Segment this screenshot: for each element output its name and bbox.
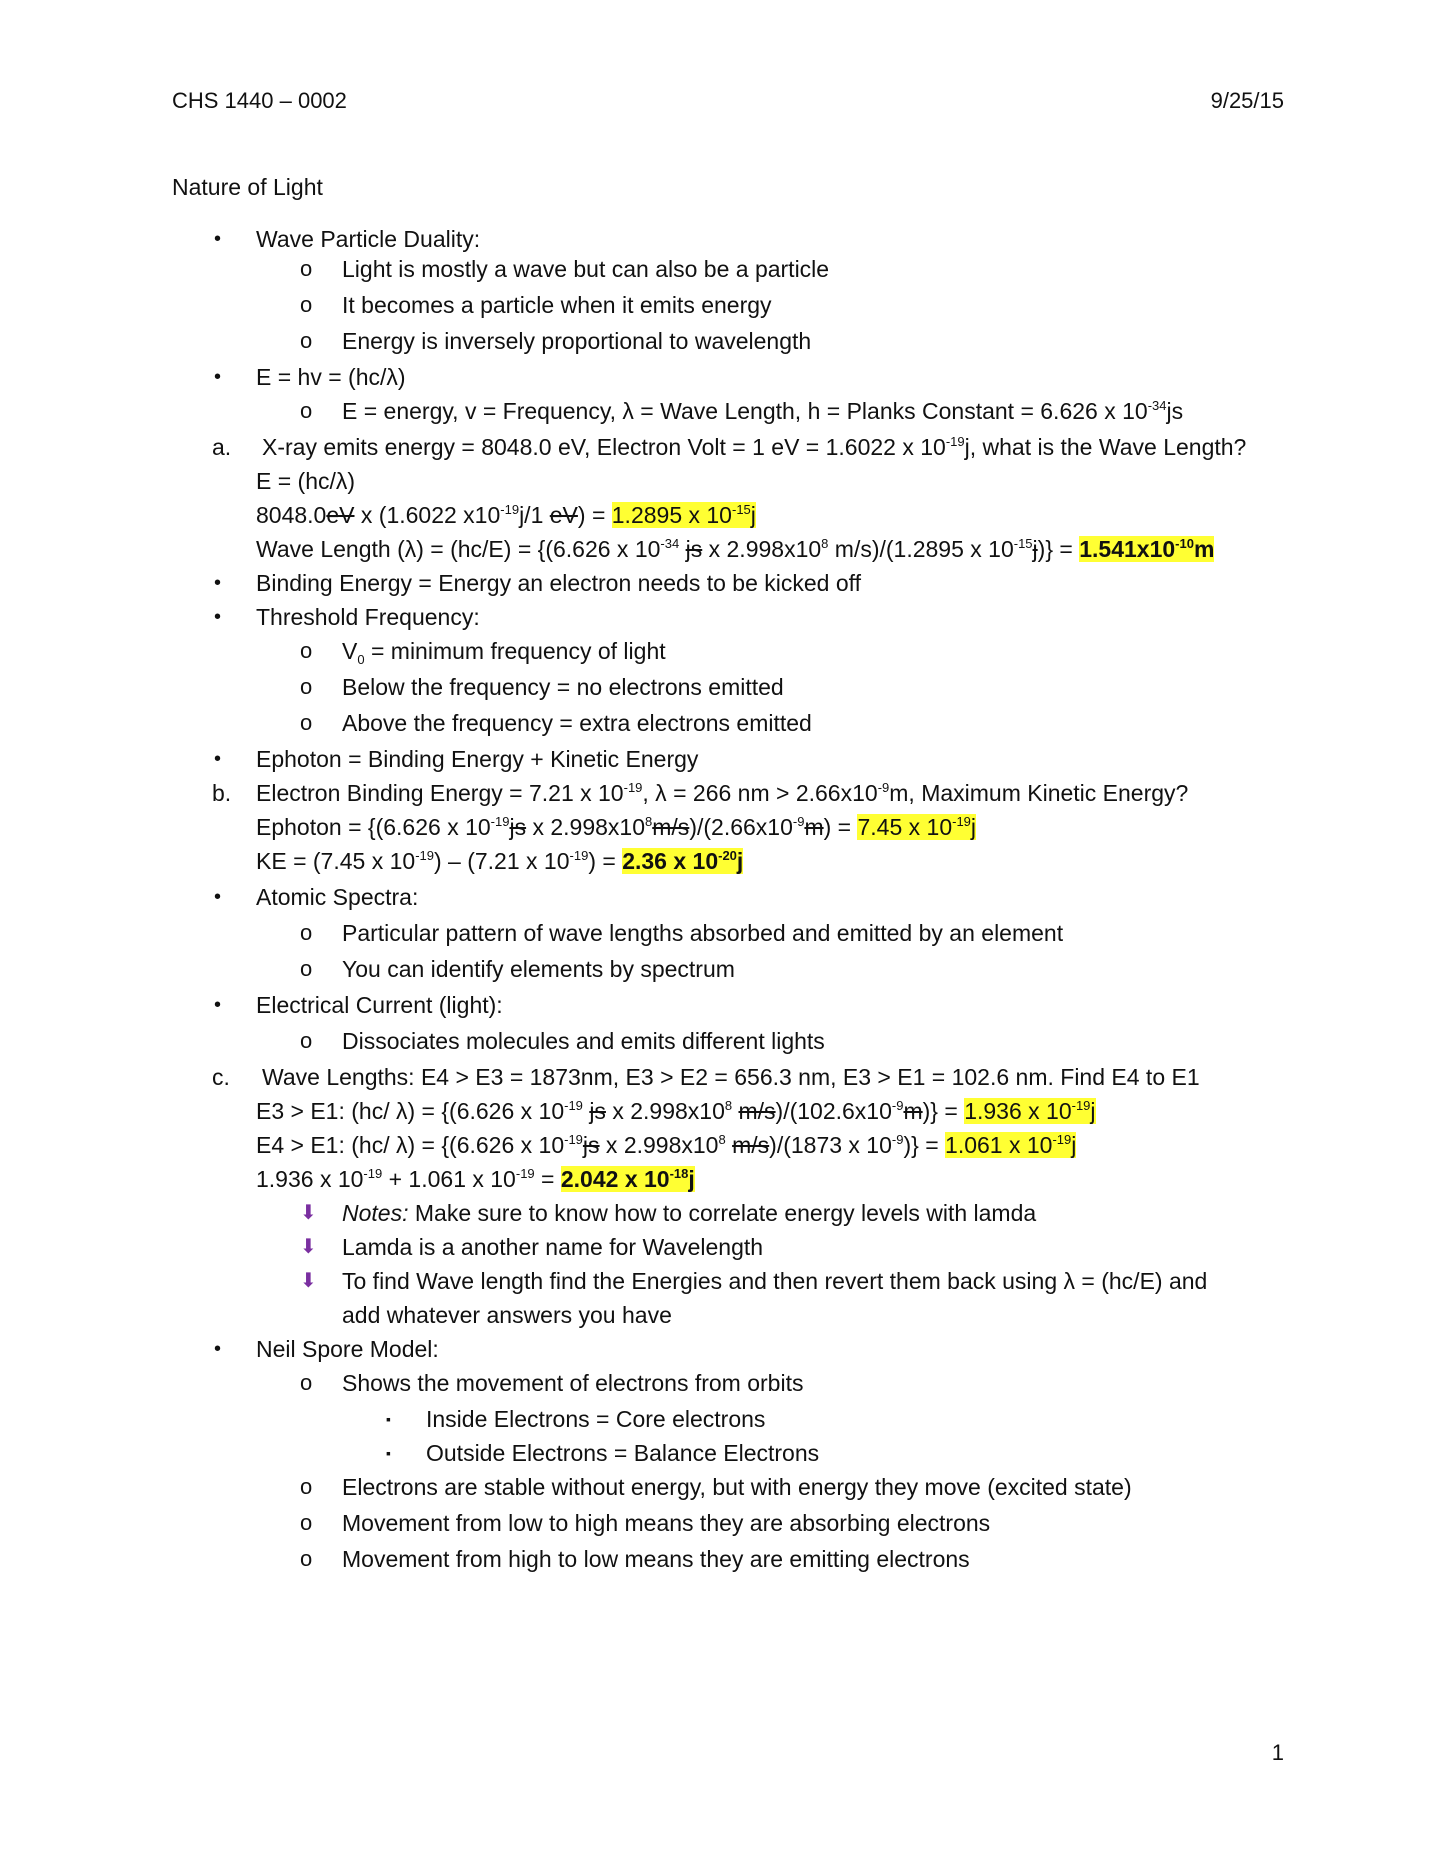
square-marker: ▪	[386, 1411, 391, 1427]
item-text: Particular pattern of wave lengths absorbed and emitted by an element	[342, 920, 1064, 946]
list-item	[0, 1060, 1456, 1094]
item-text: X-ray emits energy = 8048.0 eV, Electron Volt = 1 eV = 1.6022 x $10^{-19}j$, what is the Wave Length?	[262, 434, 1247, 460]
list-item	[0, 1506, 1456, 1540]
formula-line: E = (hc/λ)	[256, 468, 356, 494]
list-item	[0, 1024, 1456, 1058]
item-text: Wave Lengths: E4 > E3 = 1873nm, E3 > E2 = 656.3 nm, E3 > E1 = 102.6 nm. Find E4 to E1	[262, 1064, 1200, 1090]
circle-marker: o	[300, 398, 313, 423]
item-text: Light is mostly a wave but can also be a particle	[342, 256, 830, 282]
formula-line: E4 > E1: (hc/ λ) = {(6.626 x $10^{-19}js$ x $2.998x10^8$ m/s)/(1873 x $10^{-9})\} = 1.061$ x $10^{-19}j$	[256, 1132, 1077, 1158]
list-item	[0, 430, 1456, 464]
item-text: E = energy, v = Frequency, λ = Wave Length, h = Planks Constant = 6.626 x $10^{-34}js$	[342, 398, 1184, 424]
square-marker: ▪	[386, 1445, 391, 1461]
formula-line: 1.936 x $10^{-19} + 1.061$ x $10^{-19} = 2.042$ x $10^{-18}j$	[256, 1166, 695, 1192]
highlighted-answer: 1.061 x $10^{-19}j$	[945, 1132, 1077, 1158]
list-item	[0, 1470, 1456, 1504]
formula-line: E3 > E1: (hc/ λ) = {(6.626 x $10^{-19}$ js x $2.998x10^8$ $m/s)/(102.6x10^{-9}m)\} = 1.936$ x $10^{-19}j$	[256, 1098, 1096, 1124]
list-item	[0, 252, 1456, 286]
bullet-marker: •	[214, 366, 222, 388]
item-text: Electrical Current (light):	[256, 992, 503, 1018]
circle-marker: o	[300, 638, 313, 663]
list-item	[0, 880, 1456, 914]
circle-marker: o	[300, 256, 313, 281]
item-text: Wave Particle Duality:	[256, 226, 481, 252]
list-item	[0, 1332, 1456, 1366]
item-text: Binding Energy = Energy an electron needs to be kicked off	[256, 570, 861, 596]
list-item	[0, 1366, 1456, 1400]
bullet-marker: •	[214, 228, 222, 250]
circle-marker: o	[300, 1028, 313, 1053]
list-item	[0, 222, 1456, 256]
item-text: Outside Electrons = Balance Electrons	[426, 1440, 820, 1466]
list-item	[0, 1542, 1456, 1576]
list-item	[0, 600, 1456, 634]
circle-marker: o	[300, 956, 313, 981]
circle-marker: o	[300, 1546, 313, 1571]
circle-marker: o	[300, 328, 313, 353]
list-item	[0, 706, 1456, 740]
list-item	[0, 360, 1456, 394]
list-item	[0, 1230, 1456, 1264]
header-date: 9/25/15	[1210, 88, 1284, 113]
highlighted-answer: 7.45 x $10^{-19}j$	[857, 814, 977, 840]
item-text: E = hv = (hc/λ)	[256, 364, 406, 390]
circle-marker: o	[300, 292, 313, 317]
highlighted-answer: 2.042 x $10^{-18}j$	[560, 1166, 695, 1192]
bullet-marker: •	[214, 1338, 222, 1360]
list-item-continuation	[0, 1298, 1456, 1332]
list-item	[0, 670, 1456, 704]
item-text: Movement from low to high means they are absorbing electrons	[342, 1510, 991, 1536]
letter-marker: a.	[212, 434, 232, 460]
list-item	[0, 776, 1456, 810]
item-text: $V_0$ = minimum frequency of light	[342, 638, 666, 667]
list-item	[0, 1402, 1456, 1436]
item-text: Above the frequency = extra electrons emitted	[342, 710, 812, 736]
course-code: CHS 1440 – 0002	[172, 88, 347, 113]
highlighted-answer: 1.936 x $10^{-19}j$	[964, 1098, 1096, 1124]
formula-line: Wave Length (λ) = (hc/E) = {(6.626 x $10^{-34}$ js x $2.998x10^8$ m/s)/(1.2895 x $10^{-15}j)\} = 1.541x10^{-10}m$	[256, 536, 1215, 562]
list-item	[0, 324, 1456, 358]
list-item	[0, 988, 1456, 1022]
item-text: It becomes a particle when it emits energy	[342, 292, 772, 318]
formula-line: KE = (7.45 x $10^{-19}) - (7.21$ x $10^{-19}) = 2.36$ x $10^{-20}j$	[256, 848, 744, 874]
letter-marker: b.	[212, 780, 232, 806]
circle-marker: o	[300, 1474, 313, 1499]
arrow-down-icon: ⬇	[300, 1202, 317, 1224]
circle-marker: o	[300, 920, 313, 945]
item-text: Lamda is a another name for Wavelength	[342, 1234, 764, 1260]
item-text: add whatever answers you have	[342, 1302, 672, 1328]
list-item	[0, 1196, 1456, 1230]
list-item	[0, 634, 1456, 668]
bullet-marker: •	[214, 994, 222, 1016]
highlighted-answer: $1.541x10^{-10}m$	[1079, 536, 1215, 562]
list-item	[0, 916, 1456, 950]
bullet-marker: •	[214, 606, 222, 628]
list-item	[0, 742, 1456, 776]
circle-marker: o	[300, 710, 313, 735]
list-item	[0, 288, 1456, 322]
list-item	[0, 566, 1456, 600]
highlighted-answer: 1.2895 x $10^{-15}j$	[611, 502, 756, 528]
bullet-marker: •	[214, 748, 222, 770]
bullet-marker: •	[214, 886, 222, 908]
item-text: Atomic Spectra:	[256, 884, 419, 910]
item-text: Energy is inversely proportional to wavelength	[342, 328, 812, 354]
item-text: Ephoton = Binding Energy + Kinetic Energy	[256, 746, 699, 772]
item-text: Dissociates molecules and emits different lights	[342, 1028, 825, 1054]
item-text: Inside Electrons = Core electrons	[426, 1406, 766, 1432]
list-item	[0, 952, 1456, 986]
page-number: 1	[1271, 1740, 1284, 1765]
arrow-down-icon: ⬇	[300, 1236, 317, 1258]
formula-line: Ephoton = {(6.626 x $10^{-19}js$ x $2.998x10^8m/s)/(2.66x10^{-9}m) = 7.45$ x $10^{-19}j$	[256, 814, 977, 840]
highlighted-answer: 2.36 x $10^{-20}j$	[622, 848, 744, 874]
list-item	[0, 1436, 1456, 1470]
item-text: Below the frequency = no electrons emitted	[342, 674, 784, 700]
item-text: To find Wave length find the Energies and then revert them back using λ = (hc/E) and	[342, 1268, 1208, 1294]
item-text: Threshold Frequency:	[256, 604, 480, 630]
item-text: Shows the movement of electrons from orbits	[342, 1370, 804, 1396]
formula-line: 8048.0eV x (1.6022 $x10^{-19}j/1$ eV) = 1.2895 x $10^{-15}j$	[256, 502, 756, 528]
item-text: Movement from high to low means they are emitting electrons	[342, 1546, 970, 1572]
circle-marker: o	[300, 1370, 313, 1395]
bullet-marker: •	[214, 572, 222, 594]
circle-marker: o	[300, 674, 313, 699]
circle-marker: o	[300, 1510, 313, 1535]
item-text: Electrons are stable without energy, but with energy they move (excited state)	[342, 1474, 1132, 1500]
list-item	[0, 394, 1456, 428]
item-text: Neil Spore Model:	[256, 1336, 439, 1362]
document-title: Nature of Light	[172, 174, 323, 200]
item-text: You can identify elements by spectrum	[342, 956, 735, 982]
item-text: Notes: Make sure to know how to correlate energy levels with lamda	[342, 1200, 1037, 1226]
arrow-down-icon: ⬇	[300, 1270, 317, 1292]
letter-marker: c.	[212, 1064, 230, 1090]
item-text: Electron Binding Energy = 7.21 x $10^{-19}$, λ = 266 nm > $2.66x10^{-9}m$, Maximum Kinetic Energy?	[256, 780, 1189, 806]
list-item	[0, 1264, 1456, 1298]
